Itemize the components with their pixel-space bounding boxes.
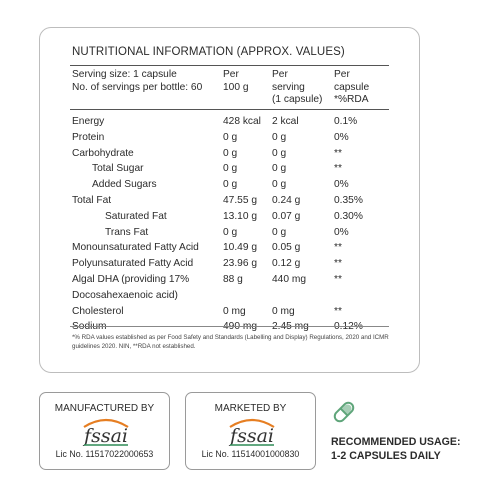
value-rda: ** bbox=[334, 147, 342, 159]
col-header-per-100g-line1: Per bbox=[223, 69, 239, 80]
value-per-100g: 0 mg bbox=[223, 305, 246, 317]
value-per-100g: 0 g bbox=[223, 226, 238, 238]
nutrient-name: Docosahexaenoic acid) bbox=[72, 289, 178, 301]
table-row bbox=[72, 225, 402, 241]
serving-info bbox=[72, 69, 202, 94]
nutrition-table bbox=[72, 114, 402, 335]
nutrient-name: Algal DHA (providing 17% bbox=[72, 273, 190, 285]
value-per-serving: 0 g bbox=[272, 131, 287, 143]
table-row bbox=[72, 146, 402, 162]
marketed-by-box bbox=[185, 392, 316, 470]
value-per-100g: 428 kcal bbox=[223, 116, 261, 127]
value-rda: 0% bbox=[334, 131, 349, 143]
nutrient-name: Cholesterol bbox=[72, 305, 124, 317]
col-header-per-serving bbox=[272, 69, 322, 107]
value-per-serving: 2 kcal bbox=[272, 116, 299, 127]
value-per-serving: 0 g bbox=[272, 163, 287, 175]
col-header-per-100g bbox=[223, 69, 249, 94]
table-row bbox=[72, 193, 402, 209]
table-row bbox=[72, 304, 402, 320]
usage-heading: RECOMMENDED USAGE: bbox=[331, 436, 461, 448]
nutrient-name: Total Fat bbox=[72, 194, 112, 206]
table-row bbox=[72, 209, 402, 225]
footnote-divider bbox=[70, 326, 389, 327]
value-per-serving: 0.12 g bbox=[272, 258, 301, 270]
table-row bbox=[72, 130, 402, 146]
value-per-100g: 0 g bbox=[223, 131, 238, 143]
value-per-100g bbox=[223, 319, 257, 335]
value-per-100g: 0 g bbox=[223, 163, 238, 175]
table-row bbox=[72, 240, 402, 256]
value-per-serving: 0 g bbox=[272, 147, 287, 159]
value-per-100g: 13.10 g bbox=[223, 210, 257, 222]
col-header-per-serving-line3: (1 capsule) bbox=[272, 94, 323, 105]
marketed-by-label: MARKETED BY bbox=[214, 403, 287, 414]
nutrient-name: Trans Fat bbox=[105, 226, 149, 238]
value-per-serving: 0 g bbox=[272, 226, 287, 238]
col-header-per-serving-line1: Per bbox=[272, 69, 288, 80]
table-row bbox=[72, 161, 402, 177]
nutrient-name: Monounsaturated Fatty Acid bbox=[72, 242, 199, 254]
value-per-serving: 0 g bbox=[272, 179, 287, 191]
table-row bbox=[72, 177, 402, 193]
table-row bbox=[72, 288, 402, 304]
value-per-100g: 0 g bbox=[223, 147, 238, 159]
col-header-rda bbox=[334, 69, 369, 107]
value-per-100g: 88 g bbox=[223, 273, 243, 285]
value-per-serving: 440 mg bbox=[272, 273, 306, 285]
value-per-100g: 10.49 g bbox=[223, 242, 257, 254]
value-rda: ** bbox=[334, 258, 342, 270]
servings-per-bottle: No. of servings per bottle: 60 bbox=[72, 81, 203, 93]
value-per-serving: 0.05 g bbox=[272, 242, 301, 254]
nutrient-name: Saturated Fat bbox=[105, 210, 167, 222]
col-header-rda-line3: *%RDA bbox=[334, 94, 369, 105]
value-per-100g: 0 g bbox=[223, 179, 238, 191]
value-per-100g: 23.96 g bbox=[223, 258, 257, 270]
nutrient-name: Carbohydrate bbox=[72, 147, 134, 159]
value-per-100g: 47.55 g bbox=[223, 194, 257, 206]
fssai-logo-text: fssai bbox=[230, 425, 274, 447]
nutrient-name: Total Sugar bbox=[92, 163, 144, 175]
value-rda: ** bbox=[334, 163, 342, 175]
value-rda: 0.35% bbox=[334, 194, 363, 206]
table-row bbox=[72, 272, 402, 288]
col-header-rda-line1: Per bbox=[334, 69, 350, 80]
recommended-usage bbox=[331, 436, 460, 463]
fssai-logo-text: fssai bbox=[84, 425, 128, 447]
value-per-serving bbox=[272, 319, 309, 335]
rda-footnote: *% RDA values established as per Food Safety and Standards (Labelling and Display) Regulations, 2020 and ICMR guidelines 2020. NIN, **RDA not established. bbox=[72, 334, 389, 350]
value-rda bbox=[334, 319, 363, 335]
value-rda: ** bbox=[334, 305, 342, 317]
value-per-serving: 0.07 g bbox=[272, 210, 301, 222]
marketer-license: Lic No. 11514001000830 bbox=[201, 449, 300, 459]
nutrient-name: Protein bbox=[72, 131, 105, 143]
col-header-rda-line2: capsule bbox=[334, 81, 370, 93]
header-bottom-divider bbox=[70, 109, 389, 110]
fssai-logo-icon bbox=[40, 415, 169, 447]
table-row bbox=[72, 114, 402, 130]
col-header-per-100g-line2: 100 g bbox=[223, 81, 249, 93]
header-top-divider bbox=[70, 65, 389, 66]
value-per-serving: 0 mg bbox=[272, 305, 295, 317]
value-per-serving: 0.24 g bbox=[272, 194, 301, 206]
nutrient-name: Energy bbox=[72, 116, 105, 127]
value-rda: 0% bbox=[334, 226, 349, 238]
nutrient-name: Polyunsaturated Fatty Acid bbox=[72, 258, 194, 270]
col-header-per-serving-line2: serving bbox=[272, 81, 305, 93]
usage-dosage: 1-2 CAPSULES DAILY bbox=[331, 449, 441, 462]
value-rda: ** bbox=[334, 273, 342, 285]
table-row bbox=[72, 319, 402, 335]
fssai-logo-icon bbox=[186, 415, 315, 447]
manufactured-by-label: MANUFACTURED BY bbox=[54, 403, 155, 414]
value-rda: ** bbox=[334, 242, 342, 254]
serving-size: Serving size: 1 capsule bbox=[72, 69, 177, 80]
nutrition-panel bbox=[39, 27, 420, 373]
capsule-icon bbox=[330, 398, 358, 426]
value-rda: 0% bbox=[334, 179, 349, 191]
nutrient-name: Added Sugars bbox=[92, 179, 157, 191]
manufacturer-license: Lic No. 11517022000653 bbox=[55, 449, 154, 459]
value-rda: 0.1% bbox=[334, 116, 358, 127]
table-row bbox=[72, 256, 402, 272]
nutrient-name bbox=[72, 319, 107, 335]
value-rda: 0.30% bbox=[334, 210, 363, 222]
nutrition-title: NUTRITIONAL INFORMATION (APPROX. VALUES) bbox=[72, 46, 345, 58]
manufactured-by-box bbox=[39, 392, 170, 470]
